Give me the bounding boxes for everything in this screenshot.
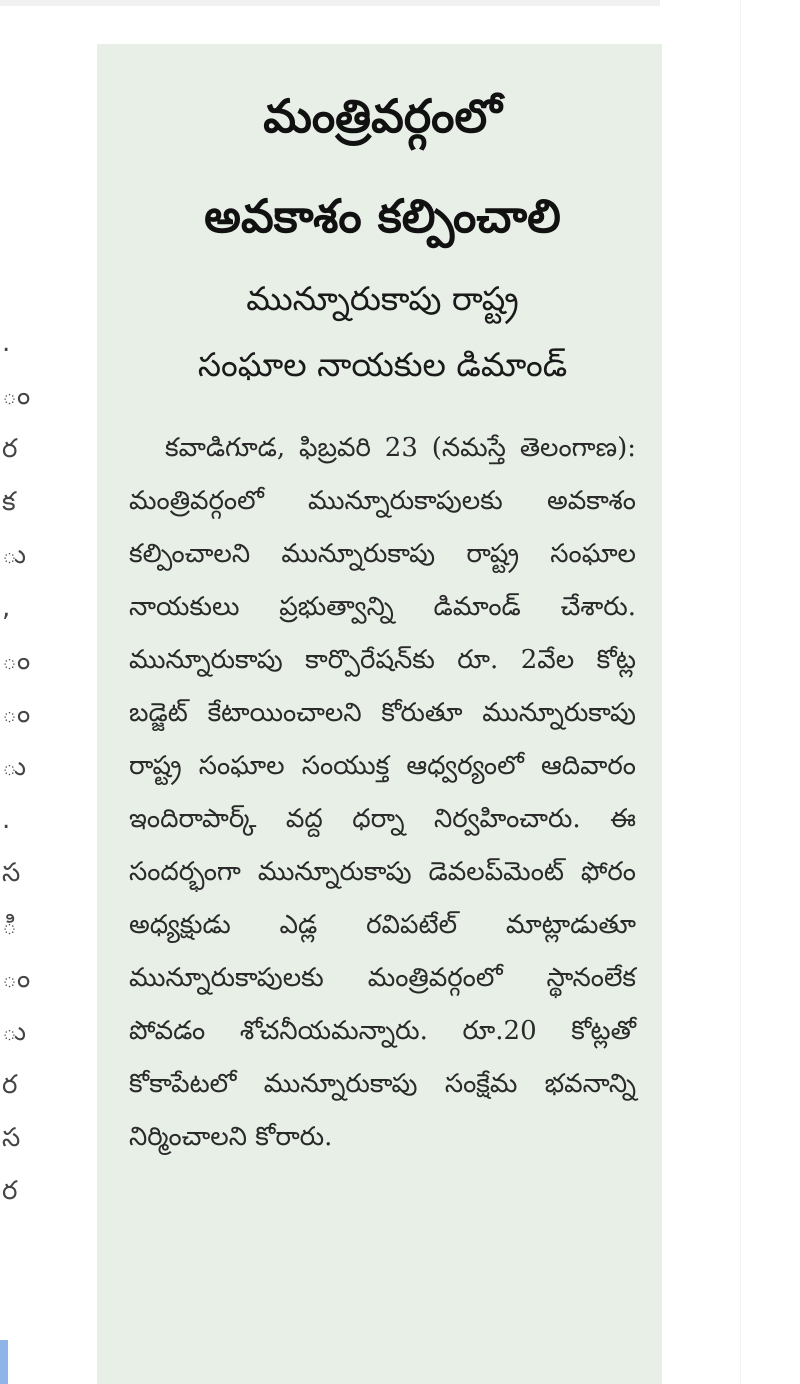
adjacent-column-char: క (2, 487, 16, 517)
adjacent-column-char: ం (2, 381, 31, 411)
headline-line-1: మంత్రివర్గంలో (263, 89, 502, 143)
adjacent-column-fragment (0, 328, 31, 1270)
adjacent-column-char: ర (2, 1176, 18, 1206)
adjacent-column-char: ర (2, 1070, 18, 1100)
article-body: కవాడిగూడ, ఫిబ్రవరి 23 (నమస్తే తెలంగాణ): మంత్రివర్గంలో మున్నూరుకాపులకు అవకాశం కల్పించాలని మున్నూరుకాపు రాష్ట్ర సంఘాల నాయకులు ప్రభుత్వాన్ని డిమాండ్ చేశారు. మున్నూరుకాపు కార్పొరేషన్‌కు రూ. 2వేల కోట్ల బడ్జెట్ కేటాయించాలని కోరుతూ మున్నూరుకాపు రాష్ట్ర సంఘాల సంయుక్త ఆధ్వర్యంలో ఆదివారం ఇందిరాపార్క్ వద్ద ధర్నా నిర్వహించారు. ఈ సందర్భంగా మున్నూరుకాపు డెవలప్‌మెంట్ ఫోరం అధ్యక్షుడు ఎడ్ల రవిపటేల్ మాట్లాడుతూ మున్నూరుకాపులకు మంత్రివర్గంలో స్థానంలేక పోవడం శోచనీయమన్నారు. రూ.20 కోట్లతో కోకాపేటలో మున్నూరుకాపు సంక్షేమ భవనాన్ని నిర్మించాలని కోరారు. (129, 433, 636, 1152)
adjacent-column-char: ర (2, 434, 18, 464)
adjacent-column-char: ం (2, 964, 31, 994)
right-divider (740, 0, 741, 1384)
top-divider (0, 0, 660, 6)
adjacent-column-char: ం (2, 646, 31, 676)
headline-line-2: అవకాశం కల్పించాలి (204, 189, 561, 243)
adjacent-column-char: , (2, 593, 11, 623)
adjacent-column-char: స (2, 858, 21, 888)
adjacent-column-marker (0, 1340, 8, 1384)
subheadline-line-2: సంఘాల నాయకుల డిమాండ్ (197, 345, 568, 384)
adjacent-column-char: . (2, 805, 11, 835)
adjacent-column-char: ు (2, 540, 27, 570)
adjacent-column-char: స (2, 1123, 21, 1153)
adjacent-column-char: ం (2, 699, 31, 729)
news-article (97, 44, 662, 1384)
adjacent-column-char: ు (2, 752, 27, 782)
adjacent-column-char: ు (2, 1017, 27, 1047)
adjacent-column-char: ి (2, 911, 18, 941)
subheadline-line-1: మున్నూరుకాపు రాష్ట్ర (246, 279, 519, 318)
adjacent-column-char: . (2, 328, 11, 358)
